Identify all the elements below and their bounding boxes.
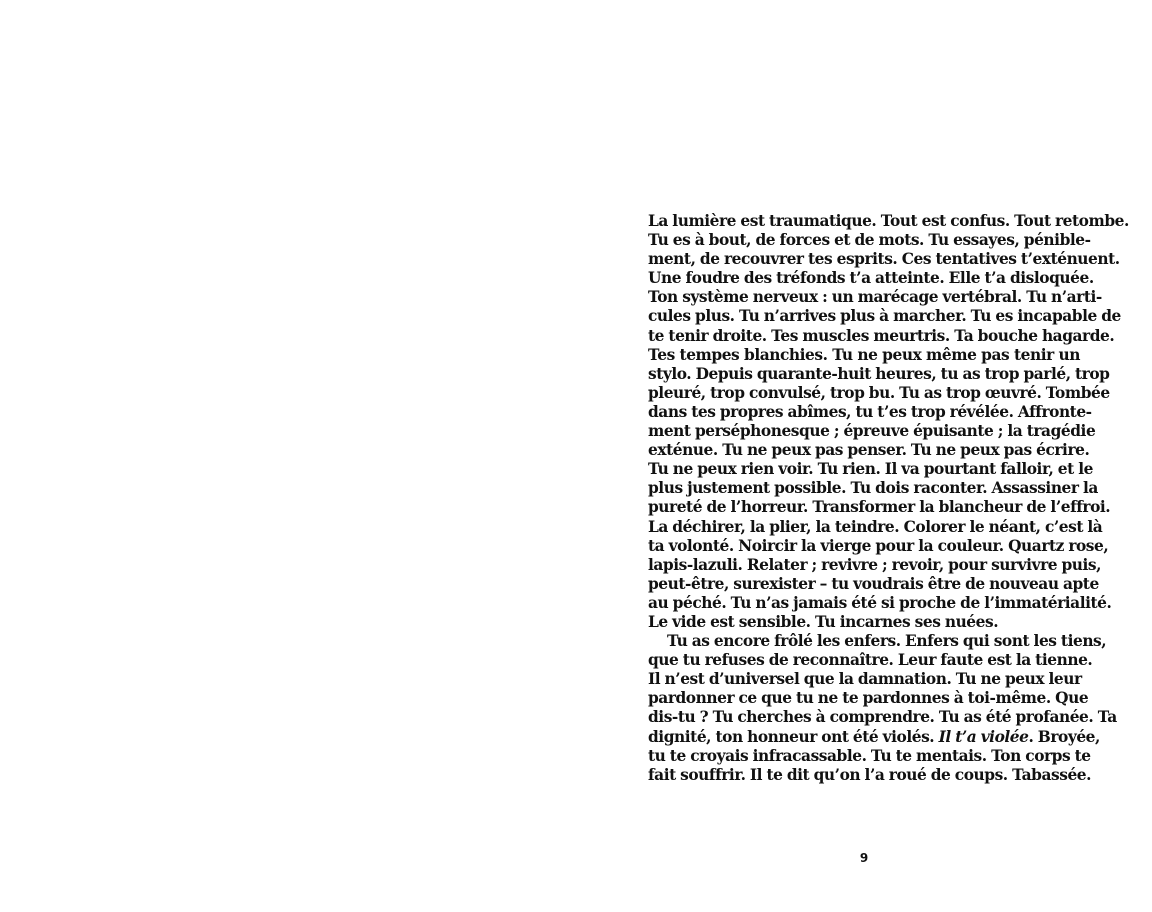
text-line: Une foudre des tréfonds t’a atteinte. Elle t’a disloquée. <box>648 269 1094 288</box>
text-line: tu te croyais infracassable. Tu te mentais. Ton corps te <box>648 746 1091 765</box>
text-line: au péché. Tu n’as jamais été si proche de l’immatérialité. <box>648 593 1112 612</box>
text-line: Le vide est sensible. Tu incarnes ses nuées. <box>648 612 999 631</box>
text-line: lapis-lazuli. Relater ; revivre ; revoir, pour survivre puis, <box>648 555 1102 574</box>
text-line: Tu es à bout, de forces et de mots. Tu essayes, pénible- <box>648 231 1091 250</box>
text-line: cules plus. Tu n’arrives plus à marcher. Tu es incapable de <box>648 307 1121 326</box>
text-segment: dignité, ton honneur ont été violés. <box>648 727 939 746</box>
text-line: ta volonté. Noircir la vierge pour la couleur. Quartz rose, <box>648 536 1109 555</box>
text-line: pureté de l’horreur. Transformer la blancheur de l’effroi. <box>648 498 1111 517</box>
text-line: ment perséphonesque ; épreuve épuisante ; la tragédie <box>648 422 1096 441</box>
page-number: 9 <box>859 851 869 865</box>
text-line: Tu ne peux rien voir. Tu rien. Il va pourtant falloir, et le <box>648 460 1093 479</box>
text-line: que tu refuses de reconnaître. Leur faute est la tienne. <box>648 651 1093 670</box>
text-line: stylo. Depuis quarante-huit heures, tu as trop parlé, trop <box>648 364 1110 383</box>
paragraph-2 <box>648 632 1117 785</box>
text-line: Tu as encore frôlé les enfers. Enfers qui sont les tiens, <box>667 632 1107 651</box>
text-line: pleuré, trop convulsé, trop bu. Tu as trop œuvré. Tombée <box>648 383 1110 402</box>
text-line: exténue. Tu ne peux pas penser. Tu ne peux pas écrire. <box>648 441 1090 460</box>
page-body-text <box>648 212 1129 785</box>
text-line: La lumière est traumatique. Tout est confus. Tout retombe. <box>648 212 1129 230</box>
text-line: dis-tu ? Tu cherches à comprendre. Tu as été profanée. Ta <box>648 708 1117 727</box>
text-segment: . Broyée, <box>1028 727 1100 746</box>
text-line: pardonner ce que tu ne te pardonnes à toi-même. Que <box>648 689 1089 708</box>
text-line: Il n’est d’universel que la damnation. Tu ne peux leur <box>648 670 1082 689</box>
text-line-mixed <box>648 727 1100 747</box>
text-line: fait souffrir. Il te dit qu’on l’a roué de coups. Tabassée. <box>648 765 1092 784</box>
text-line: dans tes propres abîmes, tu t’es trop révélée. Affronte- <box>648 402 1092 421</box>
text-line: Tes tempes blanchies. Tu ne peux même pas tenir un <box>648 345 1080 364</box>
italic-phrase: Il t’a violée <box>938 727 1029 746</box>
text-line: peut-être, surexister – tu voudrais être de nouveau apte <box>648 574 1099 593</box>
text-line: La déchirer, la plier, la teindre. Colorer le néant, c’est là <box>648 517 1103 536</box>
text-line: Ton système nerveux : un marécage vertébral. Tu n’arti- <box>648 288 1102 307</box>
paragraph-1 <box>648 212 1129 632</box>
text-line: plus justement possible. Tu dois raconter. Assassiner la <box>648 479 1098 498</box>
text-line: te tenir droite. Tes muscles meurtris. Ta bouche hagarde. <box>648 326 1115 345</box>
text-line: ment, de recouvrer tes esprits. Ces tentatives t’exténuent. <box>648 250 1120 269</box>
